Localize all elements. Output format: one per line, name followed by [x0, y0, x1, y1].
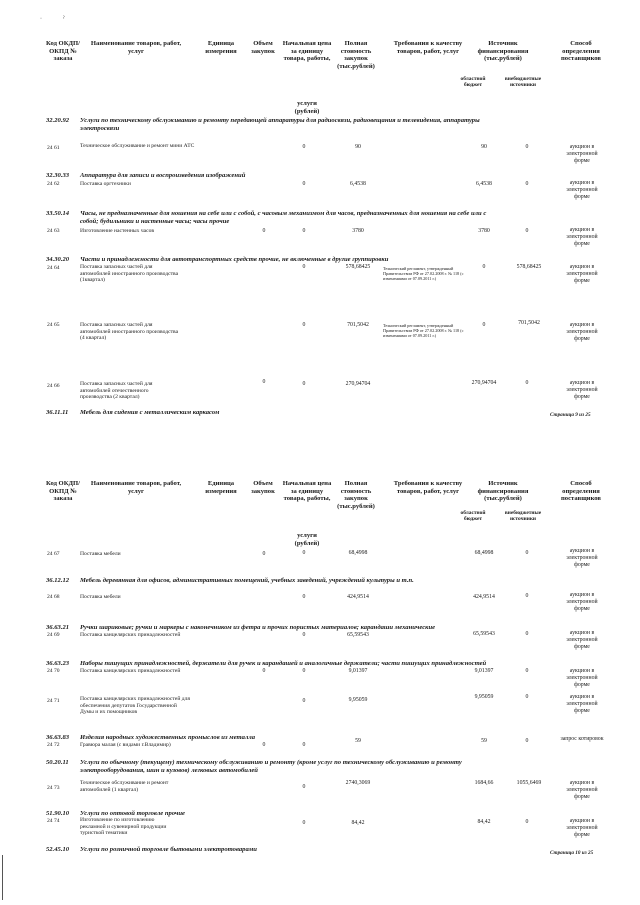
row-unit: 0: [262, 551, 266, 557]
header-unit: Единица измерения: [205, 480, 237, 495]
row-unit: 0: [262, 668, 266, 674]
row-name: Поставка канцелярских принадлежностей для обеспечения депутатов Государственной Думы и их помощников: [80, 696, 190, 716]
row-requirements: Технический регламент, утвержденный Правительством РФ от 27.02.2008 г. № 118 (с изменениями от 07.09.2011 г.): [383, 266, 464, 282]
row-volume: 0: [302, 322, 306, 328]
row-regional: 0: [482, 322, 486, 328]
row-code: 24 67: [47, 551, 60, 557]
header-source: Источник финансирования (тыс.рублей): [477, 480, 529, 503]
row-offbudget: 0: [525, 228, 529, 234]
row-total: 701,5042: [347, 322, 369, 328]
row-offbudget: 0: [525, 738, 529, 744]
row-code: 24 62: [47, 181, 60, 187]
section-code: 36.63.23: [46, 660, 70, 667]
row-total: 68,4998: [348, 550, 368, 556]
row-total: 65,59543: [347, 632, 369, 638]
row-volume: 0: [302, 784, 306, 790]
row-volume: 0: [302, 632, 306, 638]
row-offbudget: 578,68425: [516, 264, 542, 270]
row-volume: 0: [302, 550, 306, 556]
row-name: Изготовление настенных часов: [80, 228, 155, 234]
row-total: 9,01397: [348, 668, 368, 674]
row-regional: 68,4998: [474, 550, 494, 556]
header-volume: Объем закупок: [251, 480, 275, 495]
row-volume: 0: [302, 594, 306, 600]
section-title: Мебель для сидения с металлическим каркасом: [80, 409, 220, 416]
section-title: Услуги по розничной торговле бытовыми электротоварами: [80, 846, 257, 853]
section-title-cont: электросвязи: [80, 125, 120, 132]
section-title: Аппаратура для записи и воспроизведения изображений: [80, 172, 246, 179]
row-code: 24 68: [47, 594, 60, 600]
row-regional: 6,4538: [476, 181, 492, 187]
row-unit: 0: [262, 228, 266, 234]
row-method: аукцион в электронной форме: [566, 630, 598, 650]
row-code: 24 64: [47, 265, 60, 271]
row-method: аукцион в электронной форме: [566, 818, 598, 838]
row-name: Поставка запасных частей для автомобилей иностранного производства (4 квартал): [80, 322, 179, 342]
row-method: аукцион в электронной форме: [566, 592, 598, 612]
section-title: Услуги по техническому обслуживанию и ремонту передающей аппаратуры для радиосвязи, радиовещания и телевидения, аппаратуры: [80, 117, 480, 124]
row-method: аукцион в электронной форме: [566, 180, 598, 200]
row-regional: 59: [481, 738, 487, 744]
row-total: 3780: [352, 228, 364, 234]
row-name: Поставка мебели: [80, 551, 121, 557]
header-price-unit: услуги (рублей): [294, 100, 320, 115]
row-offbudget: 0: [525, 550, 529, 556]
section-title: Часы, не предназначенные для ношения на себе или с собой, с часовым механизмом для часов, предназначенных для ношения на себе или с: [80, 210, 487, 217]
row-method: аукцион в электронной форме: [566, 227, 598, 247]
row-offbudget: 0: [525, 631, 529, 637]
section-title: Услуги по обычному (текущему) техническому обслуживанию и ремонту (кроме услуг по техническому обслуживанию и ремонту: [80, 759, 462, 766]
section-code: 36.63.21: [46, 624, 70, 631]
row-method: аукцион в электронной форме: [566, 668, 598, 688]
row-total: 2740,3069: [345, 780, 371, 786]
row-volume: 0: [302, 381, 306, 387]
page-9: [0, 0, 640, 440]
row-code: 24 61: [47, 145, 60, 151]
row-total: 59: [355, 738, 361, 744]
row-total: 84,42: [351, 820, 365, 826]
header-code: Код ОКДП/ ОКПД № заказа: [46, 480, 80, 503]
row-regional: 84,42: [477, 819, 491, 825]
header-price: Начальная цена за единицу товара, работы,: [282, 480, 332, 503]
row-code: 24 73: [47, 785, 60, 791]
row-method: аукцион в электронной форме: [566, 694, 598, 714]
row-name: Техническое обслуживание и ремонт автомобилей (1 квартал): [80, 780, 169, 793]
row-name: Поставка мебели: [80, 594, 121, 600]
row-name: Поставка канцелярских принадлежностей: [80, 668, 181, 674]
section-title: Наборы пишущих принадлежностей, держатели для ручек и карандашей и аналогичные держатели; части пишущих принадлежностей: [80, 660, 487, 667]
row-method: аукцион в электронной форме: [566, 322, 598, 342]
row-method: аукцион в электронной форме: [566, 548, 598, 568]
row-method: запрос котировок: [560, 736, 604, 742]
row-regional: 3780: [478, 228, 490, 234]
row-offbudget: 0: [525, 668, 529, 674]
row-method: аукцион в электронной форме: [566, 264, 598, 284]
row-regional: 9,01397: [474, 668, 494, 674]
page-number: Страница 9 из 25: [550, 412, 591, 418]
header-source: Источник финансирования (тыс.рублей): [477, 40, 529, 63]
row-offbudget: 0: [525, 694, 529, 700]
row-requirements: Технический регламент, утвержденный Правительством РФ от 27.02.2008 г. № 118 (с изменениями от 07.09.2011 г.): [383, 323, 464, 339]
row-volume: 0: [302, 144, 306, 150]
row-volume: 0: [302, 742, 306, 748]
row-offbudget: 0: [525, 144, 529, 150]
row-code: 24 69: [47, 632, 60, 638]
header-volume: Объем закупок: [251, 40, 275, 55]
row-name: Гравюра малая (с видами г.Владимир): [80, 742, 171, 748]
row-volume: 0: [302, 228, 306, 234]
row-total: 6,4538: [350, 181, 366, 187]
section-code: 36.11.11: [46, 409, 69, 416]
row-total: 578,68425: [345, 264, 371, 270]
header-offbudget: внебюджетные источники: [504, 510, 542, 523]
header-offbudget: внебюджетные источники: [504, 76, 542, 89]
row-regional: 90: [481, 144, 487, 150]
header-requirements: Требования к качеству товаров, работ, услуг: [393, 40, 463, 55]
row-method: аукцион в электронной форме: [566, 144, 598, 164]
row-volume: 0: [302, 820, 306, 826]
header-price: Начальная цена за единицу товара, работы,: [282, 40, 332, 63]
row-name: Изготовление по изготовлению рекламной и сувенирной продукции туристкой тематики: [80, 817, 167, 837]
row-total: 9,95059: [348, 697, 368, 703]
header-price-unit: услуги (рублей): [294, 532, 320, 547]
header-method: Способ определения поставщиков: [561, 480, 601, 503]
scan-edge-line: [2, 855, 3, 900]
page-number: Страница 10 из 25: [550, 850, 594, 856]
row-total: 90: [355, 144, 361, 150]
row-volume: 0: [302, 698, 306, 704]
header-code: Код ОКДП/ ОКПД № заказа: [46, 40, 80, 63]
section-title: Мебель деревянная для офисов, административных помещений, учебных заведений, учреждений культуры и т.п.: [80, 577, 414, 584]
row-volume: 0: [302, 668, 306, 674]
header-regional: областной бюджет: [460, 510, 486, 523]
section-code: 36.63.83: [46, 734, 70, 741]
row-offbudget: 0: [525, 181, 529, 187]
row-volume: 0: [302, 264, 306, 270]
row-method: аукцион в электронной форме: [566, 780, 598, 800]
header-unit: Единица измерения: [205, 40, 237, 55]
row-code: 24 66: [47, 383, 60, 389]
row-offbudget: 701,5042: [518, 320, 540, 326]
row-code: 24 63: [47, 228, 60, 234]
row-offbudget: 1055,6469: [516, 780, 542, 786]
section-title-cont: электрооборудования, шин и кузовов) легковых автомобилей: [80, 767, 258, 774]
row-unit: 0: [262, 379, 266, 385]
row-code: 24 71: [47, 698, 60, 704]
row-regional: 65,59543: [473, 631, 495, 637]
section-code: 34.30.20: [46, 256, 70, 263]
section-title: Части и принадлежности для автотранспортных средств прочие, не включенные в другие группировки: [80, 256, 389, 263]
scan-mark-right: ˀ: [63, 16, 65, 22]
row-regional: 1684,66: [474, 780, 494, 786]
row-name: Техническое обслуживание и ремонт мини АТС: [80, 143, 195, 149]
section-code: 32.30.33: [46, 172, 70, 179]
row-name: Поставка оргтехники: [80, 181, 131, 187]
header-regional: областной бюджет: [460, 76, 486, 89]
header-total: Полная стоимость закупок (тыс.рублей): [337, 480, 375, 510]
row-total: 424,9514: [347, 594, 369, 600]
header-total: Полная стоимость закупок (тыс.рублей): [337, 40, 375, 70]
row-offbudget: 0: [525, 819, 529, 825]
row-total: 270,94704: [345, 381, 371, 387]
row-unit: 0: [262, 742, 266, 748]
header-method: Способ определения поставщиков: [561, 40, 601, 63]
section-title: Ручки шариковые; ручки и маркеры с наконечником из фетра и прочих пористых материалов; карандаши механические: [80, 624, 436, 631]
row-volume: 0: [302, 181, 306, 187]
row-regional: 270,94704: [471, 380, 497, 386]
header-name: Наименование товаров, работ, услуг: [90, 480, 182, 495]
row-offbudget: 0: [525, 380, 529, 386]
row-code: 24 65: [47, 322, 60, 328]
row-name: Поставка запасных частей для автомобилей иностранного производства (1квартал): [80, 264, 179, 284]
row-name: Поставка запасных частей для автомобилей отечественного производства (2 квартал): [80, 381, 153, 401]
row-code: 24 72: [47, 742, 60, 748]
section-code: 36.12.12: [46, 577, 70, 584]
header-requirements: Требования к качеству товаров, работ, услуг: [393, 480, 463, 495]
section-code: 51.90.10: [46, 810, 70, 817]
section-code: 52.45.10: [46, 846, 70, 853]
header-name: Наименование товаров, работ, услуг: [90, 40, 182, 55]
scan-mark-left: ·: [40, 16, 42, 22]
page-10: [0, 440, 640, 905]
row-offbudget: 0: [525, 593, 529, 599]
row-name: Поставка канцелярских принадлежностей: [80, 632, 181, 638]
row-code: 24 74: [47, 818, 60, 824]
section-title: Услуги по оптовой торговле прочие: [80, 810, 185, 817]
section-code: 32.20.92: [46, 117, 70, 124]
row-regional: 0: [482, 264, 486, 270]
section-title: Изделия народных художественных промыслов из металла: [80, 734, 256, 741]
section-title-cont: собой; будильники и настенные часы; часы прочие: [80, 218, 230, 225]
row-regional: 424,9514: [473, 594, 495, 600]
section-code: 33.50.14: [46, 210, 70, 217]
section-code: 50.20.11: [46, 759, 69, 766]
row-regional: 9,95059: [474, 694, 494, 700]
row-code: 24 70: [47, 668, 60, 674]
row-method: аукцион в электронной форме: [566, 380, 598, 400]
